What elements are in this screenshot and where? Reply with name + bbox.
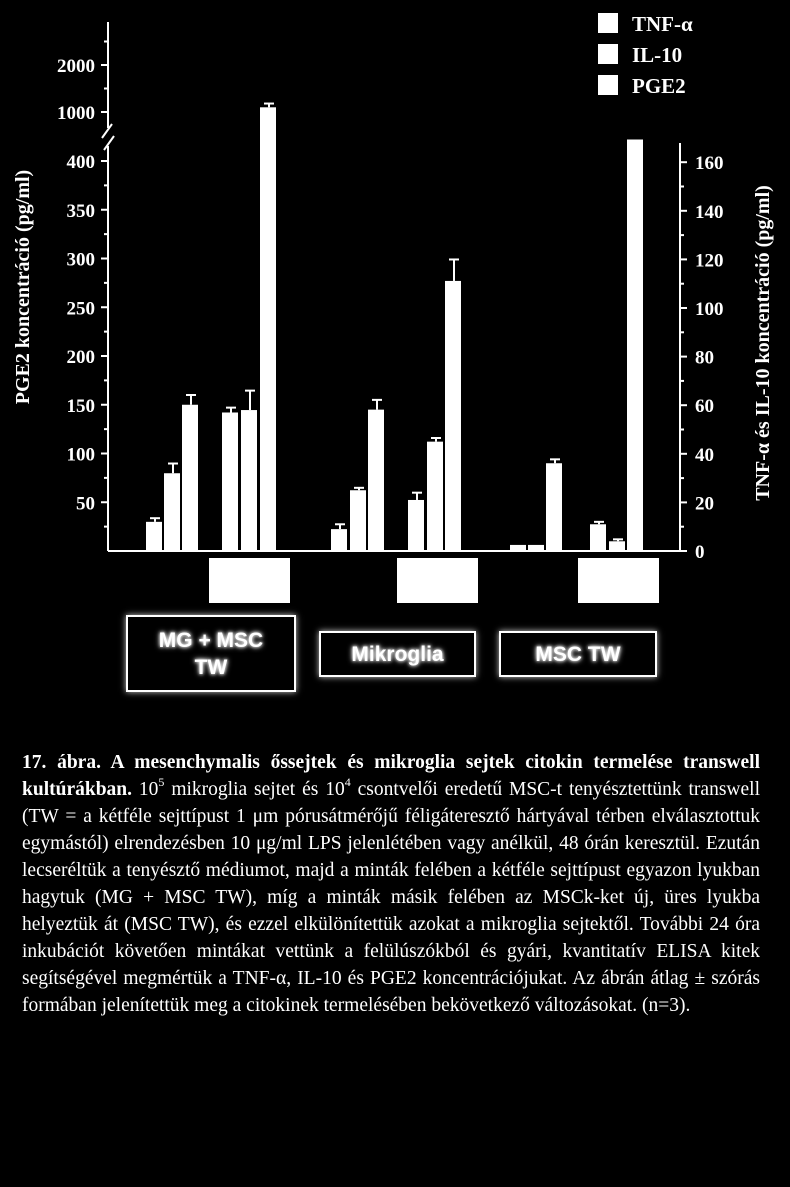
group-label-mikroglia (319, 631, 476, 677)
left-tick-label: 350 (66, 200, 95, 222)
caption-sup-1: 5 (158, 774, 165, 789)
bar-tnf (510, 545, 526, 551)
bar-tnf (146, 522, 162, 551)
right-tick-label: 60 (695, 396, 714, 418)
legend-label: IL-10 (632, 43, 683, 67)
bar-pge2 (546, 463, 562, 551)
bar-tnf (331, 529, 347, 551)
bar-pge2 (445, 281, 461, 551)
bar-pge2 (368, 410, 384, 551)
bar-pge2 (260, 107, 276, 551)
right-tick-label: 0 (695, 542, 705, 563)
group-label-line2: TW (194, 655, 228, 679)
group-label-mg-msc-tw (126, 615, 296, 692)
right-axis-title: TNF-α és IL-10 koncentráció (pg/ml) (752, 185, 774, 501)
group-label-msc-tw (499, 631, 657, 677)
legend-swatch (598, 75, 618, 95)
caption-text-1: 10 (132, 779, 159, 800)
bar-il10 (350, 490, 366, 551)
lps-indicator-box (397, 558, 478, 603)
bar-il10 (241, 410, 257, 551)
left-tick-label: 250 (66, 298, 95, 320)
bar-il10 (528, 545, 544, 551)
right-tick-label: 100 (695, 299, 724, 320)
legend-swatch (598, 44, 618, 64)
bar-il10 (609, 541, 625, 551)
lps-indicator-box (578, 558, 659, 603)
left-tick-label: 150 (66, 395, 95, 417)
left-tick-label: 300 (66, 249, 95, 271)
bar-pge2 (182, 405, 198, 551)
left-tick-label: 200 (66, 347, 95, 368)
caption-sup-2: 4 (344, 774, 351, 789)
caption-text-2: mikroglia sejtet és 10 (164, 779, 345, 800)
right-tick-label: 20 (695, 493, 714, 515)
left-tick-label: 50 (76, 493, 95, 515)
right-tick-label: 120 (695, 250, 724, 272)
right-tick-label: 80 (695, 347, 714, 369)
left-tick-label: 400 (66, 152, 95, 173)
caption-text-3: csontvelői eredetű MSC-t tenyésztettünk transwell (TW = a kétféle sejttípust 1 μm pórusátmérőjű féligáteresztő hártyával térben elválasztottuk egymástól) elrendezésben 10 μg/ml LPS jelenlétében vagy anélkül, 48 órán keresztül. Ezután lecseréltük a tenyésztő médiumot, majd a minták felében a kétféle sejttípust egyazon lyukban hagytuk (MG + MSC TW), míg a minták másik felében az MSCk-ket új, üres lyukba helyeztük át (MSC TW), és ezzel elkülönítettük azokat a mikroglia sejtektől. További 24 óra inkubációt követően mintákat vettünk a felülúszókból és gyári, kvantitatív ELISA kitek segítségével megmértük a TNF-α, IL-10 és PGE2 koncentrációjukat. Az ábrán átlag ± szórás formában jelenítettük meg a citokinek termelésében bekövetkező változásokat. (n=3). (22, 779, 760, 1016)
bar-pge2 (627, 139, 643, 551)
bar-tnf (222, 412, 238, 551)
figure-caption (22, 749, 760, 1019)
legend-label: PGE2 (632, 74, 686, 98)
bar-il10 (427, 442, 443, 551)
lps-indicator-box (209, 558, 290, 603)
group-label-line1: MG + MSC (158, 628, 264, 652)
group-label-text: Mikroglia (351, 642, 444, 666)
left-tick-label: 2000 (57, 56, 95, 77)
legend-swatch (598, 13, 618, 33)
right-tick-label: 160 (695, 153, 724, 175)
right-tick-label: 40 (695, 444, 714, 466)
legend-label: TNF-α (632, 12, 693, 36)
left-axis-title: PGE2 koncentráció (pg/ml) (12, 169, 34, 405)
group-label-text: MSC TW (535, 642, 621, 666)
bar-tnf (408, 500, 424, 551)
right-tick-label: 140 (695, 201, 724, 223)
caption-title: 17. ábra. A mesenchymalis őssejtek és mikroglia sejtek citokin termelése transwell kultúrákban. (22, 752, 760, 800)
bar-il10 (164, 473, 180, 551)
left-tick-label: 1000 (57, 103, 95, 124)
left-tick-label: 100 (66, 444, 95, 466)
bar-tnf (590, 524, 606, 551)
